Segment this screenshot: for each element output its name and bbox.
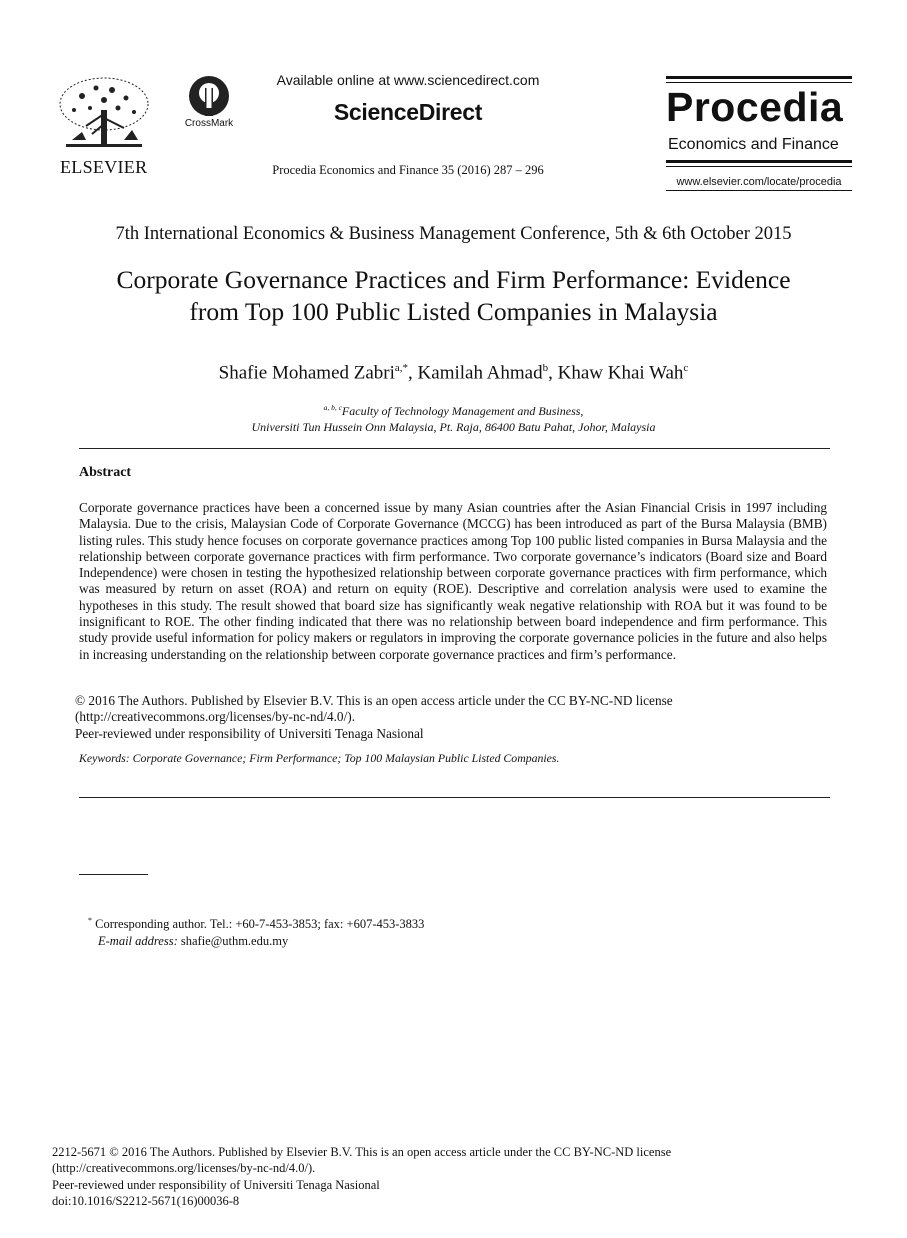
- corresponding-author-contact: Corresponding author. Tel.: +60-7-453-3853; fax: +607-453-3833: [92, 917, 425, 932]
- footnote-marker: *: [88, 916, 92, 925]
- author-affiliation-mark: a,*: [394, 362, 409, 374]
- keywords: Keywords: Corporate Governance; Firm Performance; Top 100 Malaysian Public Listed Companies.: [79, 751, 560, 765]
- author-list: [60, 362, 847, 384]
- paper-title: [60, 264, 847, 328]
- page-footer: [52, 1144, 852, 1209]
- sciencedirect-logo[interactable]: ScienceDirect: [333, 99, 483, 125]
- journal-reference: Procedia Economics and Finance 35 (2016) 287 – 296: [272, 163, 544, 177]
- corresponding-author-footnote: [88, 913, 424, 949]
- affiliation-line-2: Universiti Tun Hussein Onn Malaysia, Pt. Raja, 86400 Batu Pahat, Johor, Malaysia: [251, 420, 656, 434]
- journal-url-link[interactable]: www.elsevier.com/locate/procedia: [676, 176, 842, 188]
- title-line-1: Corporate Governance Practices and Firm Performance: Evidence: [116, 265, 791, 294]
- divider: [79, 797, 830, 798]
- author-separator: ,: [408, 362, 418, 384]
- title-line-2: from Top 100 Public Listed Companies in Malaysia: [189, 297, 718, 326]
- abstract-body: Corporate governance practices have been a concerned issue by many Asian countries after the Asian Financial Crisis in 1997 including Malaysia. Due to the crisis, Malaysian Code of Corporate Governance (MCCG) has been introduced as part of the Bursa Malaysia (BMB) listing rules. This study hence focuses on corporate governance practices among Top 100 public listed companies in Bursa Malaysia and the relationship between corporate governance practices with firm performance. Two corporate governance’s indicators (Board size and Board Independence) were chosen in testing the hypothesized relationship between corporate governance practices with firm performance, which was measured by return on asset (ROA) and return on equity (ROE). Descriptive and correlation analysis were used to examine the hypotheses in this study. The result showed that board size has significantly weak negative relationship with ROA but it was found to be insignificant to ROE. The other finding indicated that there was no relationship between board independence and firm performance. This study provide useful information for policy makers or regulators in improving the corporate governance policies in the future and also helps in increasing understanding on the relationship between corporate governance practices and firm’s performance.: [79, 500, 827, 662]
- author-affiliation-mark: c: [683, 362, 689, 374]
- divider: [79, 448, 830, 449]
- journal-brand: Procedia: [666, 84, 844, 130]
- journal-subtitle: Economics and Finance: [668, 136, 839, 153]
- email-address[interactable]: shafie@uthm.edu.my: [177, 933, 289, 948]
- footer-license-link[interactable]: (http://creativecommons.org/licenses/by-nc-nd/4.0/).: [52, 1161, 316, 1176]
- affiliation-mark: a, b, c: [323, 403, 342, 412]
- footer-issn-license: 2212-5671 © 2016 The Authors. Published by Elsevier B.V. This is an open access article under the CC BY-NC-ND license: [52, 1145, 672, 1159]
- crossmark-label: CrossMark: [184, 118, 234, 129]
- publisher-name: ELSEVIER: [60, 157, 148, 177]
- peer-review-note: Peer-reviewed under responsibility of Universiti Tenaga Nasional: [75, 725, 424, 741]
- author-name: Shafie Mohamed Zabri: [218, 362, 395, 384]
- author-separator: ,: [548, 362, 558, 384]
- affiliation: [60, 400, 847, 435]
- abstract-heading: Abstract: [79, 465, 132, 480]
- author-name: Khaw Khai Wah: [557, 362, 684, 384]
- footer-peer-review: Peer-reviewed under responsibility of Universiti Tenaga Nasional: [52, 1177, 380, 1192]
- footer-doi[interactable]: doi:10.1016/S2212-5671(16)00036-8: [52, 1193, 240, 1208]
- email-label: E-mail address:: [98, 933, 178, 948]
- license-line-1: © 2016 The Authors. Published by Elsevier B.V. This is an open access article under the CC BY-NC-ND license: [75, 693, 673, 708]
- available-online-text: Available online at www.sciencedirect.com: [276, 72, 540, 88]
- footnote-divider: [79, 874, 148, 875]
- conference-name: 7th International Economics & Business Management Conference, 5th & 6th October 2015: [115, 224, 792, 244]
- affiliation-line-1: Faculty of Technology Management and Business,: [341, 404, 584, 418]
- author-name: Kamilah Ahmad: [417, 362, 543, 384]
- license-block: [75, 693, 835, 742]
- license-link[interactable]: (http://creativecommons.org/licenses/by-nc-nd/4.0/).: [75, 709, 356, 725]
- author-affiliation-mark: b: [542, 362, 549, 374]
